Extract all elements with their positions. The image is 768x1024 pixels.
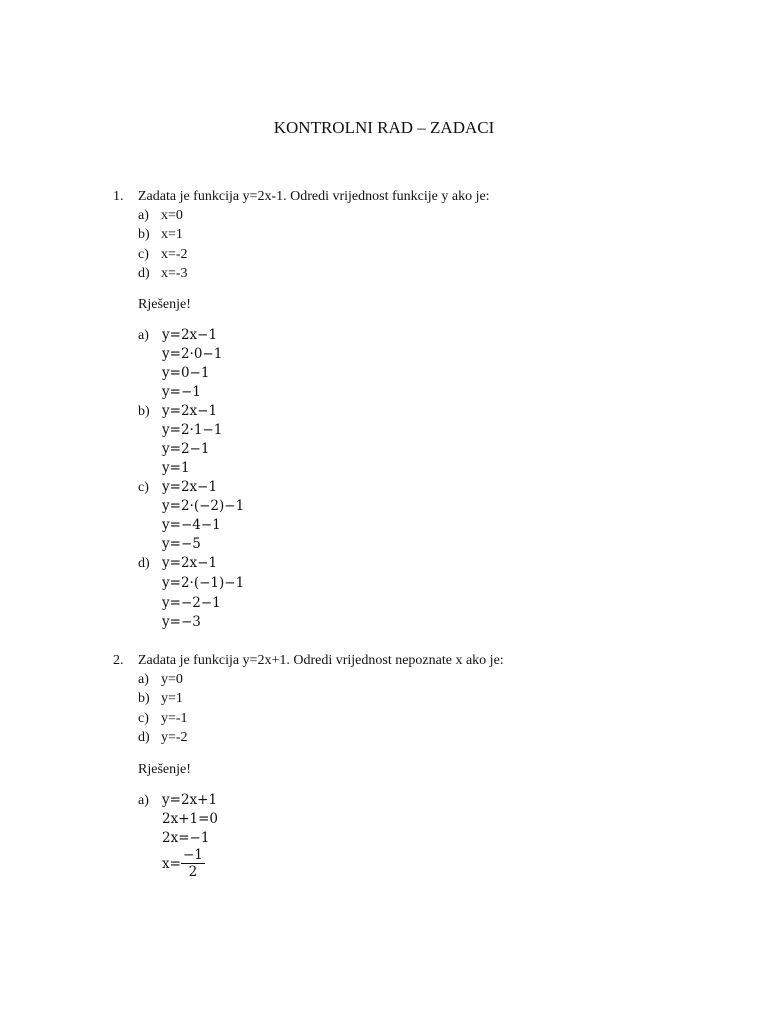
- solution-letter: b): [138, 404, 150, 419]
- solution-line: y=2x−1: [162, 479, 218, 495]
- task-1-item-text: x=-3: [161, 266, 188, 281]
- task-1-item-text: x=1: [161, 227, 183, 242]
- fraction: [181, 847, 205, 880]
- fraction-numerator: −1: [182, 847, 203, 863]
- solution-line: y=2·(−2)−1: [162, 498, 245, 514]
- fraction-denominator: 2: [188, 864, 198, 880]
- task-2-number: 2.: [113, 653, 124, 668]
- task-1-item-text: x=-2: [161, 247, 188, 262]
- task-2-item-text: y=-1: [161, 711, 188, 726]
- solution-line: y=−3: [162, 614, 201, 630]
- solution-line: y=2x−1: [162, 403, 218, 419]
- solution-letter: c): [138, 480, 149, 495]
- task-1-item-letter: c): [138, 247, 149, 262]
- task-1-number: 1.: [113, 189, 124, 204]
- task-2-item-text: y=0: [161, 672, 183, 687]
- task-2-item-letter: a): [138, 672, 149, 687]
- solution-line: y=−1: [162, 384, 201, 400]
- solution-line: y=2x−1: [162, 555, 218, 571]
- solution-line: 2x+1=0: [162, 811, 219, 827]
- solution-line: y=2x+1: [162, 792, 218, 808]
- solution-line: y=2·(−1)−1: [162, 575, 245, 591]
- task-1-prompt: Zadata je funkcija y=2x-1. Odredi vrijednost funkcije y ako je:: [138, 189, 490, 204]
- task-1-item-text: x=0: [161, 208, 183, 223]
- task-2-prompt: Zadata je funkcija y=2x+1. Odredi vrijednost nepoznate x ako je:: [138, 653, 504, 668]
- solution-line: y=−5: [162, 536, 201, 552]
- task-2-item-letter: d): [138, 730, 150, 745]
- task-2-item-letter: c): [138, 711, 149, 726]
- task-2-item-text: y=-2: [161, 730, 188, 745]
- solution-letter: d): [138, 556, 150, 571]
- task-2-item-text: y=1: [161, 691, 183, 706]
- solution-line: y=0−1: [162, 365, 210, 381]
- task-1-item-letter: b): [138, 227, 150, 242]
- solution-line: y=2·0−1: [162, 346, 223, 362]
- task-1-item-letter: d): [138, 266, 150, 281]
- task-2-solution-label: Rješenje!: [138, 762, 191, 777]
- solution-line: y=2·1−1: [162, 422, 223, 438]
- task-1-solution-label: Rješenje!: [138, 297, 191, 312]
- page-title: KONTROLNI RAD – ZADACI: [273, 118, 495, 137]
- task-1-item-letter: a): [138, 208, 149, 223]
- solution-line: y=2x−1: [162, 327, 218, 343]
- solution-letter: a): [138, 793, 149, 808]
- task-2-item-letter: b): [138, 691, 150, 706]
- solution-fraction-line: [162, 848, 205, 881]
- solution-letter: a): [138, 328, 149, 343]
- solution-line: y=1: [162, 460, 190, 476]
- solution-line: y=−2−1: [162, 595, 221, 611]
- fraction-prefix: x=: [162, 856, 181, 872]
- solution-line: y=2−1: [162, 441, 210, 457]
- solution-line: y=−4−1: [162, 517, 221, 533]
- solution-line: 2x=−1: [162, 830, 210, 846]
